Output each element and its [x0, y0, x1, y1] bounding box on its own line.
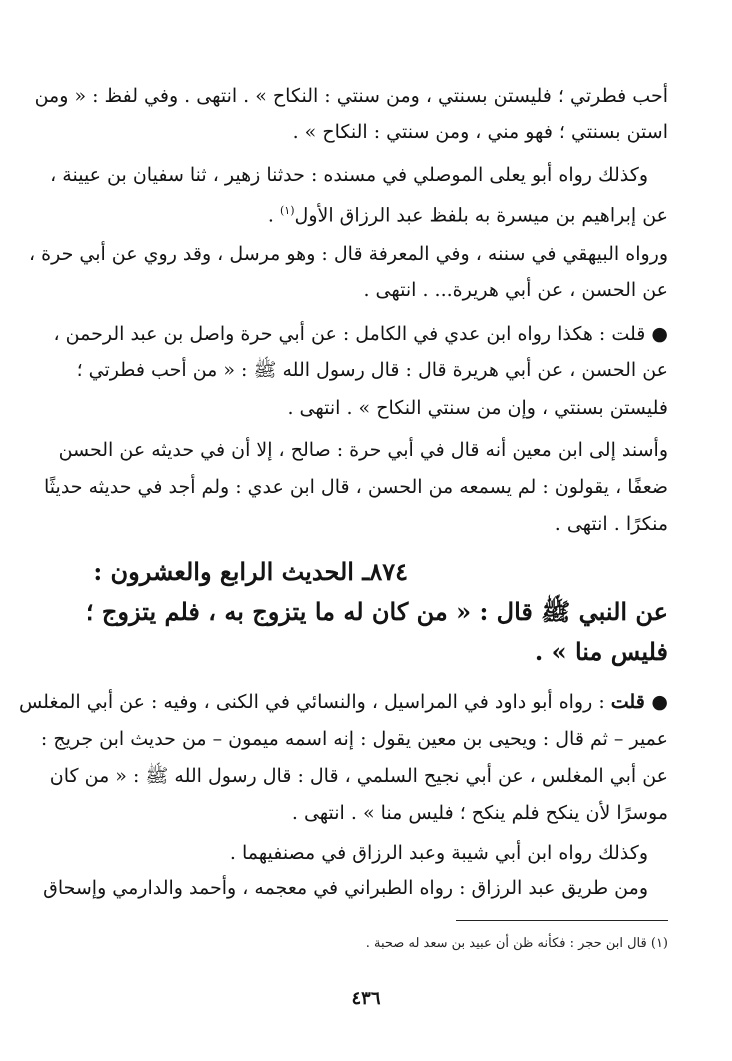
- text-line: وأسند إلى ابن معين أنه قال في أبي حرة : صالح ، إلا أن في حديثه عن الحسن: [58, 439, 668, 461]
- text-line: عن أبي المغلس ، عن أبي نجيح السلمي ، قال : قال رسول الله ﷺ : « من كان: [49, 765, 668, 787]
- text-span: عن إبراهيم بن ميسرة به بلفظ عبد الرزاق الأول: [294, 204, 668, 227]
- hadith-number-title: ٨٧٤ـ الحديث الرابع والعشرون :: [93, 557, 408, 586]
- text-line: عن الحسن ، عن أبي هريرة... . انتهى .: [363, 279, 668, 301]
- text-line: ورواه البيهقي في سننه ، وفي المعرفة قال : وهو مرسل ، وقد روي عن أبي حرة ،: [28, 243, 668, 265]
- footnote-divider: [456, 920, 668, 921]
- page-number: ٤٣٦: [351, 988, 381, 1009]
- text-span: : رواه أبو داود في المراسيل ، والنسائي في الكنى ، وفيه : عن أبي المغلس: [18, 691, 611, 713]
- text-line: وكذلك رواه ابن أبي شيبة وعبد الرزاق في مصنفيهما .: [229, 842, 648, 864]
- text-line: ● قلت : هكذا رواه ابن عدي في الكامل : عن أبي حرة واصل بن عبد الرحمن ،: [53, 323, 668, 345]
- text-line: منكرًا . انتهى .: [554, 513, 668, 535]
- text-line: عمير – ثم قال : ويحيى بن معين يقول : إنه اسمه ميمون – من حديث ابن جريج :: [40, 728, 668, 750]
- qultu-label: ● قلت: [610, 691, 668, 713]
- text-line: [18, 684, 668, 720]
- text-span: .: [267, 204, 274, 227]
- text-line: وكذلك رواه أبو يعلى الموصلي في مسنده : حدثنا زهير ، ثنا سفيان بن عيينة ،: [50, 164, 648, 186]
- footnote-marker[interactable]: (١): [280, 204, 295, 217]
- footnote: (١) قال ابن حجر : فكأنه ظن أن عبيد بن سعد له صحبة .: [365, 936, 668, 951]
- text-line: موسرًا لأن ينكح فلم ينكح ؛ فليس منا » . انتهى .: [291, 802, 668, 824]
- hadith-text: عن النبي ﷺ قال : « من كان له ما يتزوج به ، فلم يتزوج ؛: [85, 597, 668, 626]
- text-line: أحب فطرتي ؛ فليستن بسنتي ، ومن سنتي : النكاح » . انتهى . وفي لفظ : « ومن: [34, 85, 668, 107]
- hadith-text: فليس منا » .: [534, 637, 668, 666]
- text-line: فليستن بسنتي ، وإن من سنتي النكاح » . انتهى .: [287, 397, 668, 419]
- text-line: ومن طريق عبد الرزاق : رواه الطبراني في معجمه ، وأحمد والدارمي وإسحاق: [43, 877, 648, 899]
- text-line: استن بسنتي ؛ فهو مني ، ومن سنتي : النكاح » .: [292, 121, 668, 143]
- text-line: ضعفًا ، يقولون : لم يسمعه من الحسن ، قال ابن عدي : ولم أجد في حديثه حديثًا: [44, 476, 668, 498]
- text-line: عن الحسن ، عن أبي هريرة قال : قال رسول الله ﷺ : « من أحب فطرتي ؛: [76, 359, 668, 381]
- text-line: [58, 193, 668, 229]
